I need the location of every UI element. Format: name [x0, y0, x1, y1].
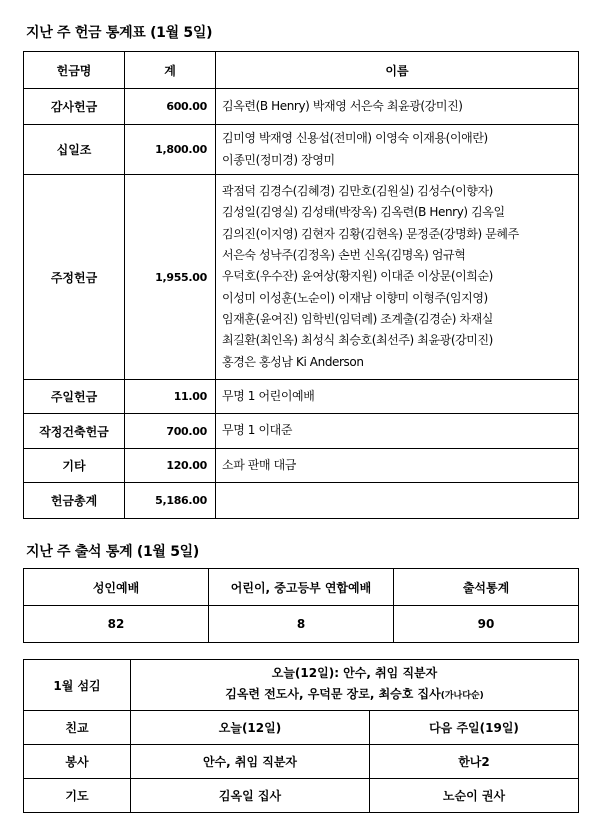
offering-names	[216, 380, 579, 414]
attendance-header: 성인예배	[24, 569, 209, 606]
service-header-row	[24, 660, 579, 711]
offering-row-building	[24, 414, 579, 449]
name-line: 이종민(정미경) 장영미	[222, 152, 335, 167]
attendance-title: 지난 주 출석 통계 (1월 5일)	[26, 544, 199, 560]
service-row-today: 오늘(12일)	[131, 711, 370, 745]
service-row-label: 기도	[24, 779, 131, 813]
offering-names	[216, 449, 579, 483]
attendance-value: 8	[209, 606, 394, 643]
offering-amount: 120.00	[125, 449, 216, 483]
name-line: 홍경은 홍성남 Ki Anderson	[222, 354, 364, 369]
offering-row-pledge	[24, 175, 579, 380]
offering-amount: 11.00	[125, 380, 216, 414]
offering-label: 기타	[24, 449, 125, 483]
offering-header-row	[24, 52, 579, 89]
service-row-service	[24, 745, 579, 779]
service-table	[23, 659, 579, 813]
offering-label: 작정건축헌금	[24, 414, 125, 449]
offering-names	[216, 125, 579, 175]
attendance-table	[23, 568, 579, 643]
offering-header-names: 이름	[216, 52, 579, 89]
service-line2	[131, 684, 578, 707]
offering-header-total: 계	[125, 52, 216, 89]
offering-amount: 600.00	[125, 89, 216, 125]
offering-title: 지난 주 헌금 통계표 (1월 5일)	[26, 25, 213, 41]
attendance-header: 어린이, 중고등부 연합예배	[209, 569, 394, 606]
name-line: 김의진(이지영) 김현자 김황(김현옥) 문정준(강명화) 문혜주	[222, 226, 519, 241]
service-row-prayer	[24, 779, 579, 813]
offering-names	[216, 483, 579, 519]
service-row-next: 한나2	[370, 745, 579, 779]
offering-amount: 700.00	[125, 414, 216, 449]
service-row-fellowship	[24, 711, 579, 745]
offering-label: 주정헌금	[24, 175, 125, 380]
offering-label: 감사헌금	[24, 89, 125, 125]
service-row-today: 안수, 취임 직분자	[131, 745, 370, 779]
service-row-label: 친교	[24, 711, 131, 745]
offering-row-thanks	[24, 89, 579, 125]
attendance-value-row	[24, 606, 579, 643]
service-label: 1월 섬김	[24, 660, 131, 711]
name-line: 김성일(김영실) 김성태(박장옥) 김옥련(B Henry) 김옥일	[222, 205, 505, 220]
service-line2-text: 김옥련 전도사, 우덕문 장로, 최승호 집사	[225, 687, 441, 701]
service-line1: 오늘(12일): 안수, 취임 직분자	[271, 666, 438, 680]
service-row-next: 노순이 권사	[370, 779, 579, 813]
offering-header-name: 헌금명	[24, 52, 125, 89]
offering-label: 헌금총계	[24, 483, 125, 519]
offering-amount: 1,800.00	[125, 125, 216, 175]
service-row-label: 봉사	[24, 745, 131, 779]
offering-names	[216, 175, 579, 380]
service-today-info	[131, 660, 579, 711]
attendance-value: 82	[24, 606, 209, 643]
attendance-value: 90	[394, 606, 579, 643]
offering-label: 주일헌금	[24, 380, 125, 414]
service-row-next: 다음 주일(19일)	[370, 711, 579, 745]
name-line: 최길환(최인옥) 최성식 최승호(최선주) 최윤광(강미진)	[222, 333, 493, 348]
name-line: 김옥련(B Henry) 박재영 서은숙 최윤광(강미진)	[222, 98, 463, 113]
service-row-today: 김옥일 집사	[131, 779, 370, 813]
attendance-header: 출석통계	[394, 569, 579, 606]
name-line: 임재훈(윤여진) 임학빈(임덕례) 조계출(김경순) 차재실	[222, 311, 493, 326]
offering-row-tithe	[24, 125, 579, 175]
offering-row-other	[24, 449, 579, 483]
name-line: 이성미 이성훈(노순이) 이재남 이향미 이형주(임지영)	[222, 290, 488, 305]
offering-names	[216, 414, 579, 449]
name-line: 소파 판매 대금	[222, 457, 296, 472]
name-line: 무명 1 어린이예배	[222, 388, 315, 403]
offering-amount: 1,955.00	[125, 175, 216, 380]
offering-label: 십일조	[24, 125, 125, 175]
service-line2-note: (가나다순)	[440, 691, 484, 701]
offering-amount: 5,186.00	[125, 483, 216, 519]
name-line: 우덕호(우수잔) 윤여상(황지원) 이대준 이상문(이희순)	[222, 269, 493, 284]
offering-row-sunday	[24, 380, 579, 414]
offering-row-total	[24, 483, 579, 519]
name-line: 곽점덕 김경수(김혜경) 김만호(김원실) 김성수(이향자)	[222, 184, 493, 199]
offering-names	[216, 89, 579, 125]
attendance-header-row	[24, 569, 579, 606]
offering-table	[23, 51, 579, 519]
name-line: 김미영 박재영 신용섭(전미애) 이영숙 이재용(이애란)	[222, 131, 488, 146]
name-line: 서은숙 성낙주(김정옥) 손번 신옥(김명옥) 엄규혁	[222, 248, 466, 263]
name-line: 무명 1 이대준	[222, 423, 293, 438]
